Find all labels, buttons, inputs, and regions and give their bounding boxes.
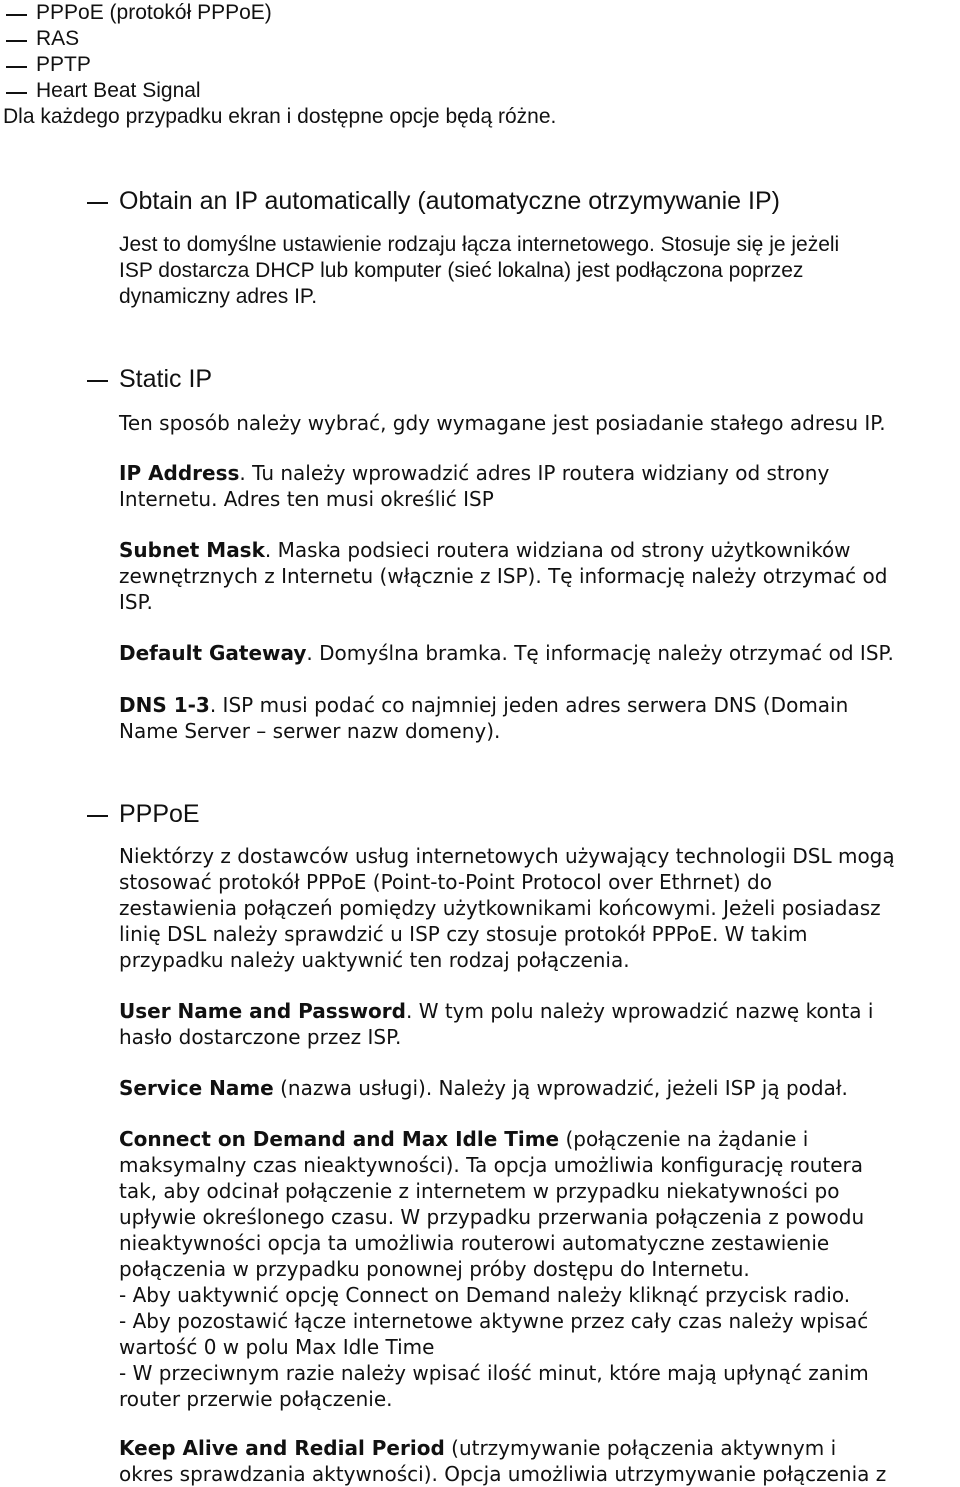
section-heading-obtain: Obtain an IP automatically (automatyczne otrzymywanie IP) [119,187,780,215]
obtain-description [119,232,959,310]
section-heading-static: Static IP [119,365,213,393]
service-name-paragraph: Service Name (nazwa usługi). Należy ją wprowadzić, jeżeli ISP ją podał. [119,1076,848,1100]
dns-paragraph: DNS 1-3. ISP musi podać co najmniej jeden adres serwera DNS (Domain Name Server – serwer nazw domeny). [119,693,849,743]
list-item: Heart Beat Signal [6,78,556,104]
term-subnet-mask: Subnet Mask [119,538,265,562]
user-name-paragraph: User Name and Password. W tym polu należy wprowadzić nazwę konta i hasło dostarczone przez ISP. [119,999,874,1049]
connection-type-list [3,0,557,130]
list-item: PPPoE (protokół PPPoE) [6,0,556,26]
term-default-gateway: Default Gateway [119,641,307,665]
term-user-name: User Name and Password [119,999,406,1023]
term-keep-alive: Keep Alive and Redial Period [119,1436,445,1460]
connect-on-demand-paragraph: Connect on Demand and Max Idle Time (połączenie na żądanie i maksymalny czas nieaktywności). Ta opcja umożliwia konfigurację routera tak, aby odcinał połączenie z internetem w przypadku niekatywności po upływie określonego czasu. W przypadku przerwania połączenia z powodu nieaktywności opcja ta umożliwia routerowi automatyczne zestawienie połączenia w przypadku ponownej próby dostępu do Internetu. - Aby uaktywnić opcję Connect on Demand należy kliknąć przycisk radio. - Aby pozostawić łącze internetowe aktywne przez cały czas należy wpisać wartość 0 w polu Max Idle Time - W przeciwnym razie należy wpisać ilość minut, które mają upłynąć zanim router przerwie połączenie. [119,1127,869,1411]
text-line: dynamiczny adres IP. [119,285,318,308]
default-gateway-paragraph: Default Gateway. Domyślna bramka. Tę informację należy otrzymać od ISP. [119,641,894,665]
list-item: PPTP [6,52,556,78]
text-line: Jest to domyślne ustawienie rodzaju łącza internetowego. Stosuje się je jeżeli [119,233,840,256]
ip-address-paragraph: IP Address. Tu należy wprowadzić adres IP routera widziany od strony Internetu. Adres ten musi określić ISP [119,461,830,511]
section-heading-pppoe: PPPoE [119,800,200,828]
list-item: RAS [6,26,556,52]
term-ip-address: IP Address [119,461,240,485]
dash-bullet [87,815,108,817]
static-intro: Ten sposób należy wybrać, gdy wymagane jest posiadanie stałego adresu IP. [119,411,886,435]
term-connect-on-demand: Connect on Demand and Max Idle Time [119,1127,560,1151]
intro-text: Dla każdego przypadku ekran i dostępne opcje będą różne. [3,105,557,128]
subnet-mask-paragraph: Subnet Mask. Maska podsieci routera widziana od strony użytkowników zewnętrznych z Internetu (włącznie z ISP). Tę informację należy otrzymać od ISP. [119,538,888,614]
keep-alive-paragraph: Keep Alive and Redial Period (utrzymywanie połączenia aktywnym i okres sprawdzania aktywności). Opcja umożliwia utrzymywanie połączenia z [119,1436,887,1486]
term-dns: DNS 1-3 [119,693,210,717]
dash-bullet [87,380,108,382]
pppoe-intro: Niektórzy z dostawców usług internetowych używający technologii DSL mogą stosować protokół PPPoE (Point-to-Point Protocol over Ethrnet) do zestawienia połączeń pomiędzy użytkownikami końcowymi. Jeżeli posiadasz linię DSL należy sprawdzić u ISP czy stosuje protokół PPPoE. W takim przypadku należy uaktywnić ten rodzaj połączenia. [119,844,895,972]
dash-bullet [87,202,108,204]
term-service-name: Service Name [119,1076,274,1100]
text-line: ISP dostarcza DHCP lub komputer (sieć lokalna) jest podłączona poprzez [119,259,804,282]
